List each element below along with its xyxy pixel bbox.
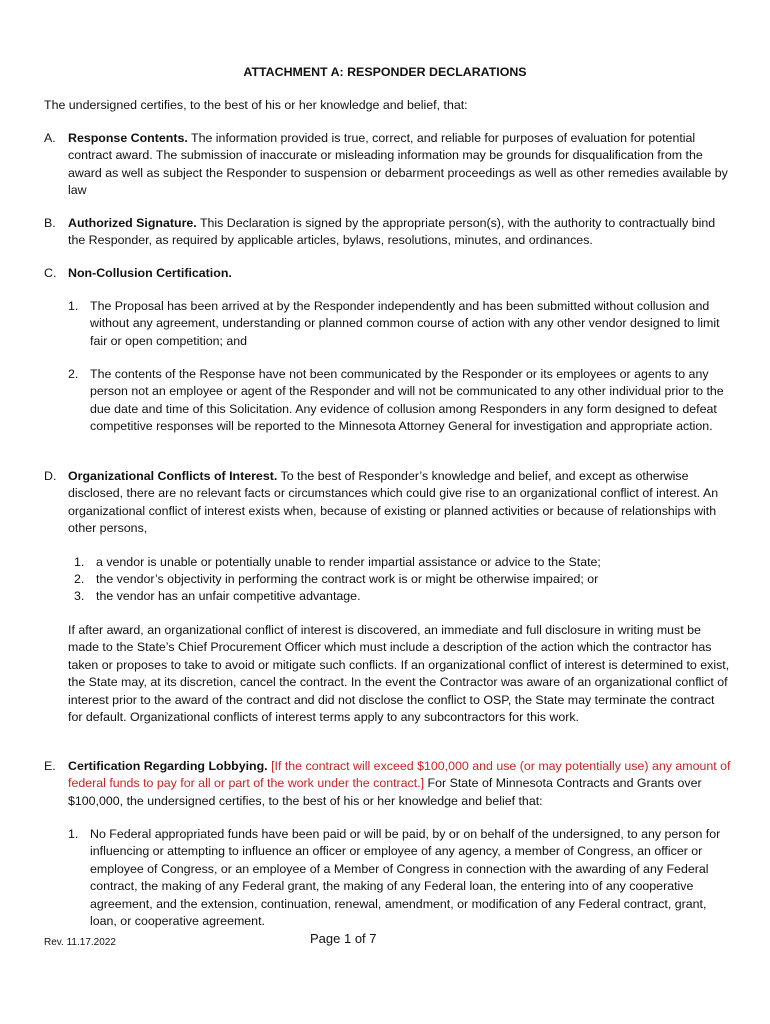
- section-heading: Response Contents.: [68, 131, 188, 145]
- section-c: [44, 265, 734, 282]
- section-letter: C.: [44, 266, 57, 280]
- list-item: [68, 826, 734, 930]
- list-item-text: The Proposal has been arrived at by the Responder independently and has been submitted without collusion and without any agreement, understanding or planned common course of action with any other vendor designed to limit fair or open competition; and: [90, 299, 720, 348]
- section-body: [68, 130, 734, 200]
- section-b: [44, 215, 734, 250]
- section-text: For State of Minnesota Contracts and Grants over $100,000, the undersigned certifies, to the best of his or her knowledge and belief that:: [68, 776, 702, 808]
- section-heading: Non-Collusion Certification.: [68, 266, 232, 280]
- section-letter: A.: [44, 131, 56, 145]
- list-item-text: The contents of the Response have not been communicated by the Responder or its employees or agents to any person not an employee or agent of the Responder and will not be communicated to any other individual prior to the due date and time of this Solicitation. Any evidence of collusion among Responders in any form designed to defeat competitive responses will be reported to the Minnesota Attorney General for investigation and appropriate action.: [90, 367, 724, 434]
- list-item: [74, 571, 724, 588]
- section-letter: D.: [44, 469, 57, 483]
- list-item-text: No Federal appropriated funds have been paid or will be paid, by or on behalf of the undersigned, to any person for influencing or attempting to influence an officer or employee of any agency, a member of Congress, an officer or employee of Congress, or an employee of a Member of Congress in connection with the awarding of any Federal contract, the making of any Federal grant, the making of any Federal loan, the entering into of any cooperative agreement, and the extension, continuation, renewal, amendment, or modification of any Federal contract, grant, loan, or cooperative agreement.: [90, 827, 721, 929]
- section-text: This Declaration is signed by the appropriate person(s), with the authority to contractually bind the Responder, as required by applicable articles, bylaws, resolutions, minutes, and ordinances.: [68, 216, 716, 248]
- list-item-number: 2.: [74, 572, 85, 586]
- page-number: Page 1 of 7: [310, 931, 377, 946]
- list-item-text: the vendor has an unfair competitive advantage.: [96, 589, 361, 603]
- section-body: [68, 468, 734, 538]
- list-item: [74, 588, 724, 605]
- list-item-number: 1.: [74, 555, 85, 569]
- section-body: [68, 215, 734, 250]
- list-item: [68, 298, 734, 350]
- list-item-number: 3.: [74, 589, 85, 603]
- section-d: [44, 468, 734, 538]
- list-item-number: 1.: [68, 299, 79, 313]
- revision-date: Rev. 11.17.2022: [44, 937, 116, 948]
- section-text: The information provided is true, correct, and reliable for purposes of evaluation for potential contract award. The submission of inaccurate or misleading information may be grounds for disqualification from the award as well as subject the Responder to suspension or debarment proceedings as well as other remedies available by law: [68, 131, 728, 198]
- list-item-text: a vendor is unable or potentially unable to render impartial assistance or advice to the State;: [96, 555, 601, 569]
- section-a: [44, 130, 734, 200]
- section-condition-note: [If the contract will exceed $100,000 and use (or may potentially use) any amount of federal funds to pay for all or part of the work under the contract.]: [68, 759, 731, 791]
- section-body: [68, 758, 734, 810]
- section-body: [68, 265, 734, 282]
- section-heading: Certification Regarding Lobbying.: [68, 759, 268, 773]
- section-heading: Organizational Conflicts of Interest.: [68, 469, 278, 483]
- list-item-text: the vendor’s objectivity in performing the contract work is or might be otherwise impaired; or: [96, 572, 599, 586]
- conflict-paragraph: If after award, an organizational conflict of interest is discovered, an immediate and full disclosure in writing must be made to the State’s Chief Procurement Officer which must include a description of the action which the contractor has taken or proposes to take to avoid or mitigate such conflicts. If an organizational conflict of interest is determined to exist, the State may, at its discretion, cancel the contract. In the event the Contractor was aware of an organizational conflict of interest prior to the award of the contract and did not disclose the conflict to OSP, the State may terminate the contract for default. Organizational conflicts of interest terms apply to any subcontractors for this work.: [68, 623, 730, 725]
- intro-text: The undersigned certifies, to the best of his or her knowledge and belief, that:: [44, 98, 468, 112]
- document-title: ATTACHMENT A: RESPONDER DECLARATIONS: [243, 65, 527, 79]
- list-item: [68, 366, 734, 436]
- section-letter: B.: [44, 216, 56, 230]
- list-item-number: 1.: [68, 827, 79, 841]
- section-heading: Authorized Signature.: [68, 216, 197, 230]
- section-e: [44, 758, 734, 810]
- section-text: To the best of Responder’s knowledge and belief, and except as otherwise disclosed, there are no relevant facts or circumstances which could give rise to an organizational conflict of interest. An organizational conflict of interest exists when, because of existing or planned activities or because of relationships with other persons,: [68, 469, 719, 536]
- list-item: [74, 554, 724, 571]
- list-item-number: 2.: [68, 367, 79, 381]
- section-letter: E.: [44, 759, 56, 773]
